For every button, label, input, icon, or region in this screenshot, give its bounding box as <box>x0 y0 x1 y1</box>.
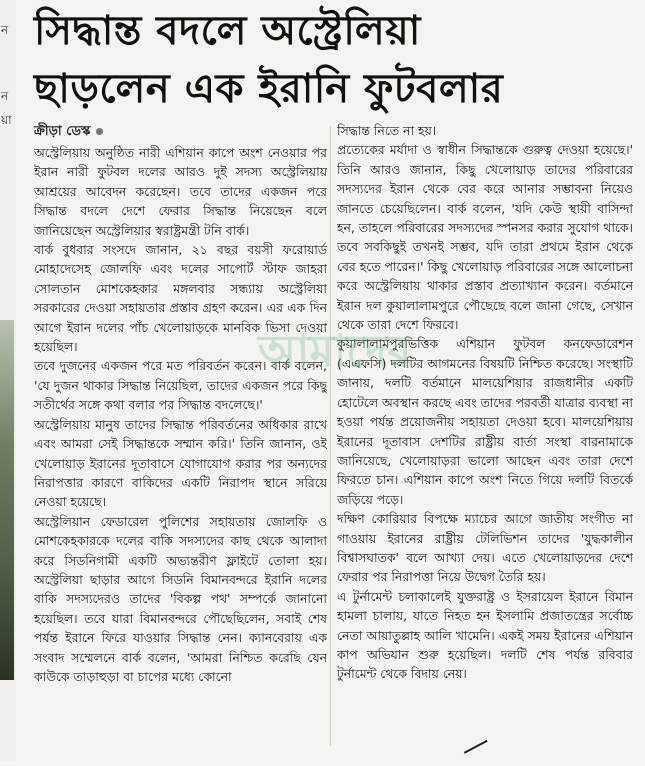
article-headline <box>34 2 634 118</box>
paragraph: অস্ট্রেলিয়ায় মানুষ তাদের সিদ্ধান্ত পরিবর্তনের অধিকার রাখে এবং আমরা সেই সিদ্ধান্তকে সম্মান করি।' তিনি জানান, ওই খেলোয়াড় ইরানের দূতাবাসে যোগাযোগ করার পর অন্যদের নিরাপত্তার কারণে বাকিদের একটি নিরাপদ স্থানে সরিয়ে নেওয়া হয়েছে। <box>34 416 327 510</box>
adjacent-photo-fragment <box>0 320 14 680</box>
paragraph: সিদ্ধান্ত নিতে না হয়। <box>337 123 437 138</box>
watermark: আমাদের <box>258 326 412 377</box>
paragraph: এ টুর্নামেন্ট চলাকালেই যুক্তরাষ্ট্র ও ইসরায়েল ইরানে বিমান হামলা চালায়, যাতে নিহত হন ইসলামি প্রজাতন্ত্রের সর্বোচ্চ নেতা আয়াতুল্লাহ আলি খামেনি। একই সময় ইরানের এশিয়ান কাপ অভিযান শুরু হয়েছিল। দলটি শেষ পর্যন্ত রবিবার টুর্নামেন্ট থেকে বিদায় নেয়। <box>337 588 633 682</box>
paragraph: অস্ট্রেলিয়ায় অনুষ্ঠিত নারী এশিয়ান কাপে অংশ নেওয়ার পর ইরান নারী ফুটবল দলের আরও দুই সদস্য অস্ট্রেলিয়ায় আশ্রয়ের আবেদন করেছেন। তবে তাদের একজন পরে সিদ্ধান্ত বদলে দেশে ফেরার সিদ্ধান্ত নিয়েছেন বলে জানিয়েছেন অস্ট্রেলিয়ার স্বরাষ্ট্রমন্ত্রী টনি বার্ক। <box>34 145 327 238</box>
paragraph: প্রত্যেকের মর্যাদা ও স্বাধীন সিদ্ধান্তকে গুরুত্ব দেওয়া হয়েছে।' তিনি আরও জানান, কিছু খেলোয়াড় তাদের পরিবারের সদস্যদের ইরান থেকে বের করে আনার সম্ভাবনা নিয়েও জানতে চেয়েছিলেন। বার্ক বলেন, 'যদি কেউ স্থায়ী বাসিন্দা হন, তাহলে পরিবারের সদস্যদের স্পনসর করার সুযোগ থাকে। তবে সবকিছুই তখনই সম্ভব, যদি তারা প্রথমে ইরান থেকে বের হতে পারেন।' কিছু খেলোয়াড় পরিবারের সঙ্গে আলোচনা করে অস্ট্রেলিয়ায় থাকার প্রস্তাব প্রত্যাখ্যান করেন। বর্তমানে ইরান দল কুয়ালালামপুরে পৌছেছে বলে জানা গেছে, সেখান থেকে তারা দেশে ফিরবে। <box>337 142 633 333</box>
paragraph: দক্ষিণ কোরিয়ার বিপক্ষে ম্যাচের আগে জাতীয় সংগীত না গাওয়ায় ইরানের রাষ্ট্রীয় টেলিভিশন তাদের 'যুদ্ধকালীন বিশ্বাসঘাতক' বলে আখ্যা দেয়। এতে খেলোয়াড়দের দেশে ফেরার পর নিরাপত্তা নিয়ে উদ্বেগ তৈরি হয়। <box>337 511 633 585</box>
edge-text-fragment: ন <box>1 89 9 103</box>
article-column-right <box>337 121 633 751</box>
paragraph: তবে দুজনের একজন পরে মত পরিবর্তন করেন। বার্ক বলেন, 'যে দুজন থাকার সিদ্ধান্ত নিয়েছিল, তাদের একজন পরে কিছু সতীর্থের সঙ্গে কথা বলার পর সিদ্ধান্ত বদলেছে।' <box>34 358 327 413</box>
headline-line-2: ছাড়লেন এক ইরানি ফুটবলার <box>34 66 504 112</box>
adjacent-article-edge <box>0 0 16 761</box>
paragraph: অস্ট্রেলিয়ান ফেডারেল পুলিশের সহায়তায় জোলফি ও মোশকেহকারকে দলের বাকি সদস্যদের কাছ থেকে আলাদা করে সিডনিগামী একটি অভ্যন্তরীণ ফ্লাইটে তোলা হয়। অস্ট্রেলিয়া ছাড়ার আগে সিডনি বিমানবন্দরে ইরানি দলের বাকি সদস্যদেরও তাদের 'বিকল্প পথ' সম্পর্কে জানানো হয়েছিল। তবে যারা বিমানবন্দরে পৌছেছিলেন, সবাই শেষ পর্যন্ত ইরানে ফিরে যাওয়ার সিদ্ধান্ত নেন। ক্যানবেরায় এক সংবাদ সম্মেলনে বার্ক বলেন, 'আমরা নিশ্চিত করেছি যেন কাউকে তাড়াহুড়া বা চাপের মধ্যে কোনো <box>34 513 327 684</box>
byline <box>34 122 103 143</box>
edge-text-fragment: য়া <box>1 113 12 127</box>
headline-line-1: সিদ্ধান্ত বদলে অস্ট্রেলিয়া <box>34 8 421 54</box>
edge-text-fragment: ন <box>1 23 9 37</box>
byline-text: ক্রীড়া ডেস্ক <box>34 124 91 139</box>
paragraph: কুয়ালালামপুরভিত্তিক এশিয়ান ফুটবল কনফেডারেশন (এএফসি) দলটির আগমনের বিষয়টি নিশ্চিত করেছে। সংস্থাটি জানায়, দলটি বর্তমানে মালয়েশিয়ার রাজধানীর একটি হোটেলে অবস্থান করছে এবং তাদের পরবর্তী যাত্রার ব্যবস্থা না হওয়া পর্যন্ত প্রয়োজনীয় সহায়তা দেওয়া হবে। মালয়েশিয়ায় ইরানের দূতাবাস দেশটির রাষ্ট্রীয় বার্তা সংস্থা বারনামাকে জানিয়েছে, খেলোয়াড়রা ভালো আছেন এবং তারা দেশে ফিরতে চান। এশিয়ান কাপে অংশ নিতে গিয়ে দলটি বিতর্কে জড়িয়ে পড়ে। <box>337 336 633 507</box>
article-column-left <box>34 143 327 751</box>
byline-bullet-icon <box>96 128 103 135</box>
column-divider <box>330 126 331 746</box>
paragraph: বার্ক বুধবার সংসদে জানান, ২১ বছর বয়সী ফরোয়ার্ড মোহাদেসেহ জোলফি এবং দলের সাপোর্ট স্টাফ জাহরা সোলতান মোশকেহকার মঙ্গলবার সন্ধ্যায় অস্ট্রেলিয়া সরকারের দেওয়া সহায়তার প্রস্তাব গ্রহণ করেন। এর এক দিন আগে ইরান দলের পাঁচ খেলোয়াড়কে মানবিক ভিসা দেওয়া হয়েছিল। <box>34 242 327 355</box>
